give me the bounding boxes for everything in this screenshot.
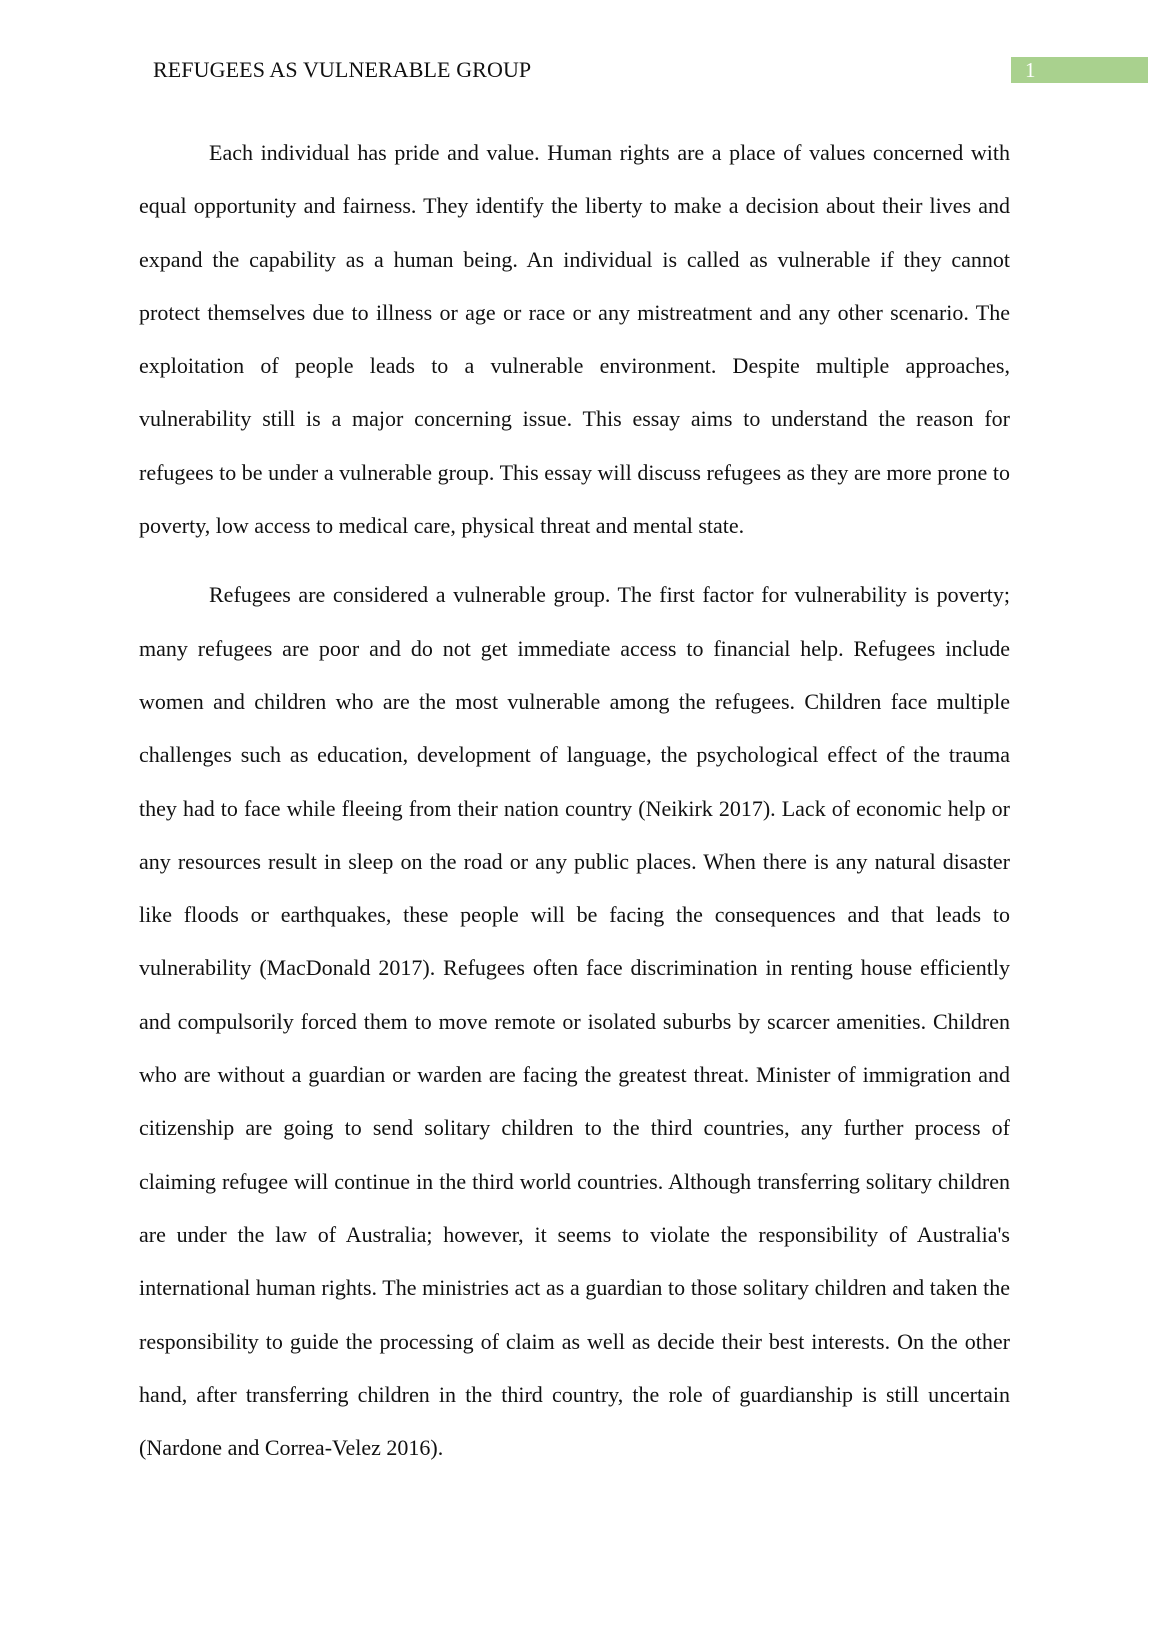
paragraph-introduction: Each individual has pride and value. Human rights are a place of values concerned with equal opportunity and fairness. They identify the liberty to make a decision about their lives and expand the capability as a human being. An individual is called as vulnerable if they cannot protect themselves due to illness or age or race or any mistreatment and any other scenario. The exploitation of people leads to a vulnerable environment. Despite multiple approaches, vulnerability still is a major concerning issue. This essay aims to understand the reason for refugees to be under a vulnerable group. This essay will discuss refugees as they are more prone to poverty, low access to medical care, physical threat and mental state. <box>139 140 1010 539</box>
document-body <box>139 126 1010 1490</box>
page-number: 1 <box>1025 58 1036 82</box>
running-head: REFUGEES AS VULNERABLE GROUP <box>153 57 532 82</box>
page-header <box>0 0 1158 110</box>
page-number-badge <box>1011 57 1148 83</box>
paragraph-poverty: Refugees are considered a vulnerable group. The first factor for vulnerability is poverty; many refugees are poor and do not get immediate access to financial help. Refugees include women and children who are the most vulnerable among the refugees. Children face multiple challenges such as education, development of language, the psychological effect of the trauma they had to face while fleeing from their nation country (Neikirk 2017). Lack of economic help or any resources result in sleep on the road or any public places. When there is any natural disaster like floods or earthquakes, these people will be facing the consequences and that leads to vulnerability (MacDonald 2017). Refugees often face discrimination in renting house efficiently and compulsorily forced them to move remote or isolated suburbs by scarcer amenities. Children who are without a guardian or warden are facing the greatest threat. Minister of immigration and citizenship are going to send solitary children to the third countries, any further process of claiming refugee will continue in the third world countries. Although transferring solitary children are under the law of Australia; however, it seems to violate the responsibility of Australia's international human rights. The ministries act as a guardian to those solitary children and taken the responsibility to guide the processing of claim as well as decide their best interests. On the other hand, after transferring children in the third country, the role of guardianship is still uncertain (Nardone and Correa-Velez 2016). <box>139 582 1010 1461</box>
